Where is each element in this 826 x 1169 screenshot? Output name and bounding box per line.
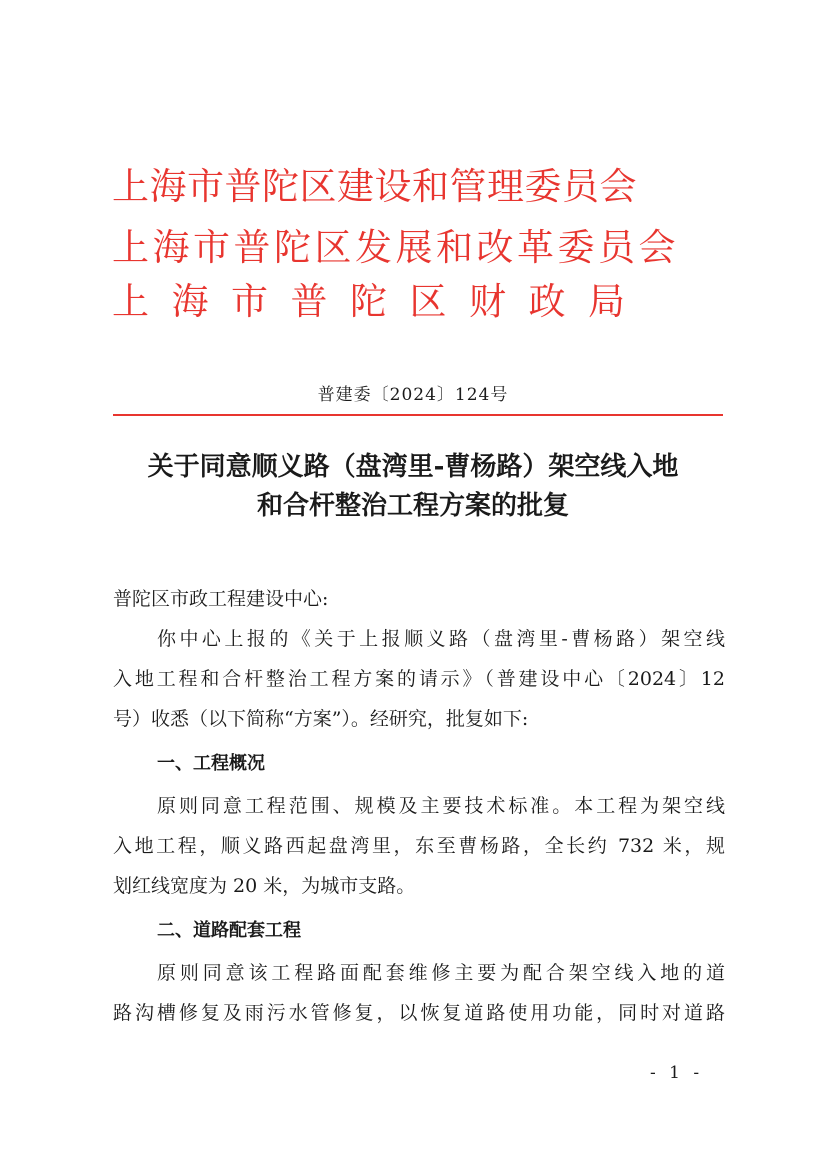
document-title-line-1: 关于同意顺义路（盘湾里-曹杨路）架空线入地 (147, 452, 679, 482)
body-paragraph-3-line-2: 路沟槽修复及雨污水管修复，以恢复道路使用功能，同时对道路 (113, 1002, 725, 1024)
document-title-line-2: 和合杆整治工程方案的批复 (256, 491, 569, 521)
body-paragraph-1-line-1: 你中心上报的《关于上报顺义路（盘湾里-曹杨路）架空线 (157, 628, 725, 650)
body-paragraph-3-line-1: 原则同意该工程路面配套维修主要为配合架空线入地的道 (157, 962, 725, 984)
document-number: 普建委〔2024〕124号 (317, 385, 509, 405)
issuer-name-development-reform-commission: 上海市普陀区发展和改革委员会 (112, 226, 679, 269)
body-paragraph-2-line-3: 划红线宽度为 20 米，为城市支路。 (113, 875, 416, 897)
body-paragraph-2-line-1: 原则同意工程范围、规模及主要技术标准。本工程为架空线 (157, 795, 725, 817)
issuer-name-construction-commission: 上海市普陀区建设和管理委员会 (112, 165, 637, 208)
addressee: 普陀区市政工程建设中心: (113, 588, 329, 610)
red-divider-line (113, 414, 723, 416)
section-heading-road-supporting-works: 二、道路配套工程 (157, 920, 301, 941)
body-paragraph-1-line-3: 号）收悉（以下简称“方案”）。经研究，批复如下: (113, 708, 529, 730)
body-paragraph-2-line-2: 入地工程，顺义路西起盘湾里，东至曹杨路，全长约 732 米，规 (113, 835, 725, 857)
body-paragraph-1-line-2: 入地工程和合杆整治工程方案的请示》（普建设中心〔2024〕12 (113, 668, 725, 690)
section-heading-project-overview: 一、工程概况 (157, 753, 265, 774)
issuer-name-finance-bureau: 上海市普陀区财政局 (112, 280, 648, 323)
page-number: - 1 - (650, 1063, 704, 1083)
